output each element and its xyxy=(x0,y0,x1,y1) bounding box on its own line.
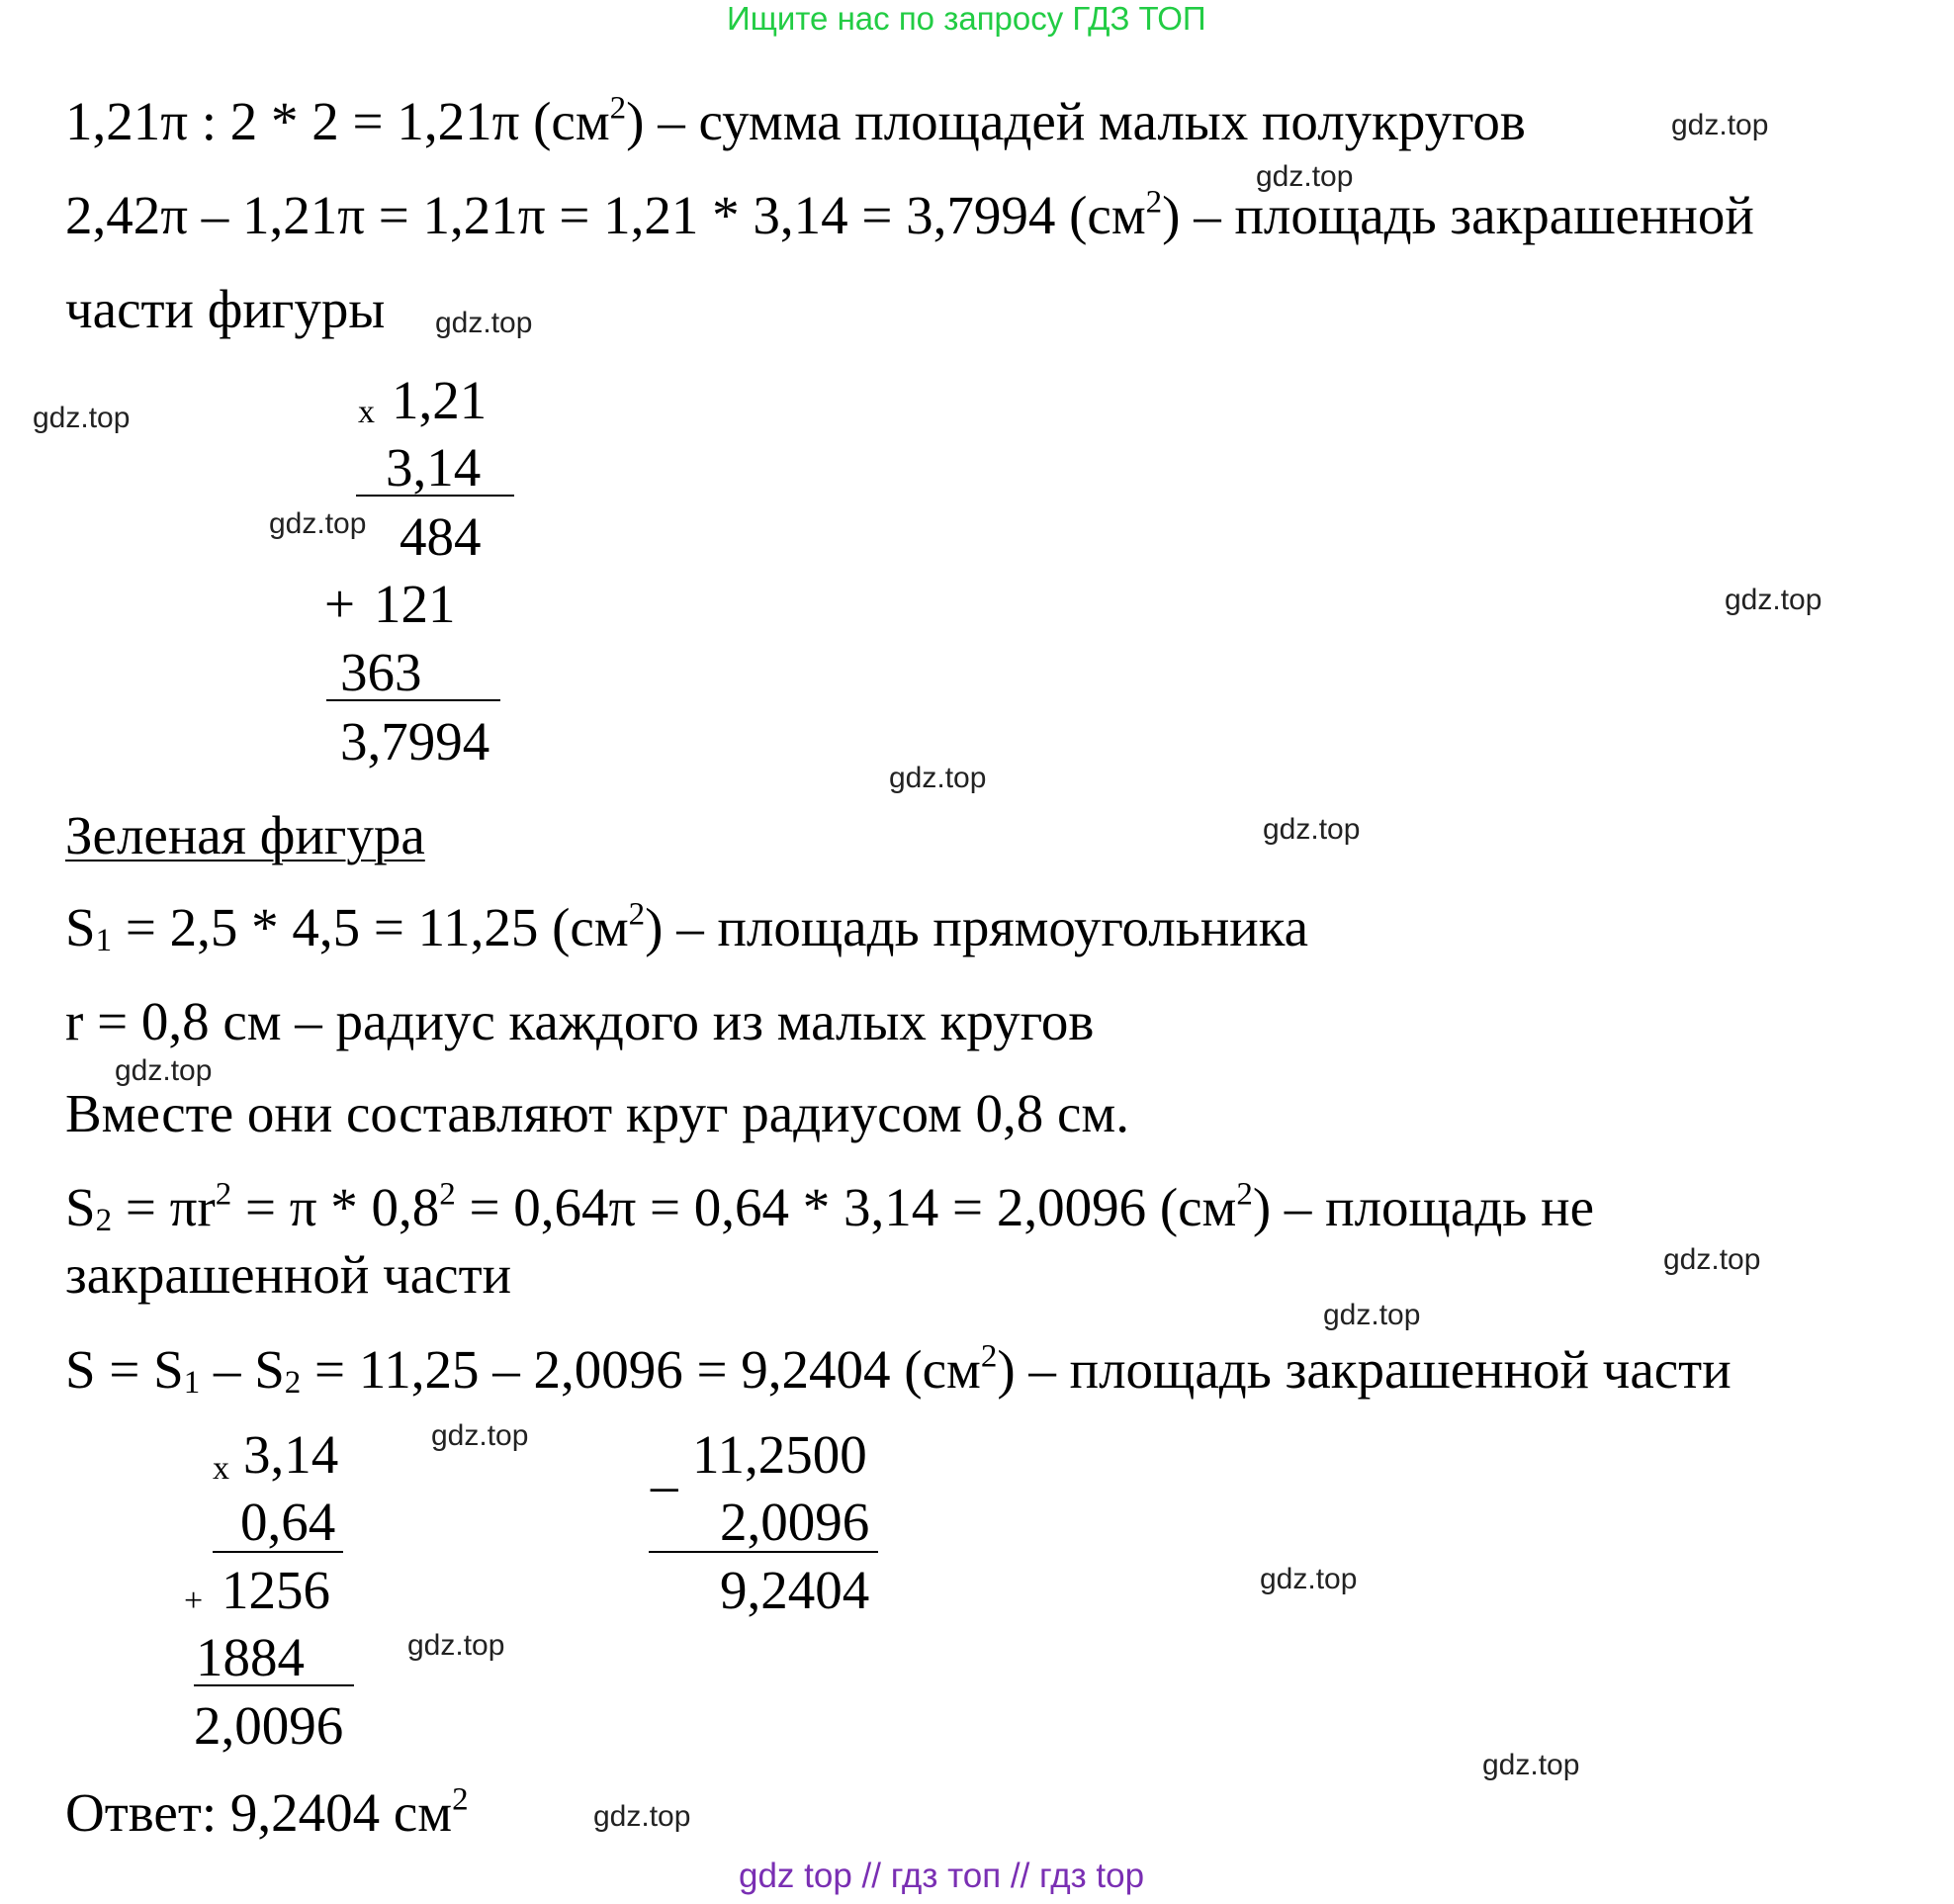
superscript: 2 xyxy=(1236,1176,1253,1213)
eq-text: 1,21π : 2 * 2 = 1,21π (см xyxy=(65,91,610,151)
minus-sign: _ xyxy=(651,1436,678,1496)
watermark: gdz.top xyxy=(1663,1243,1761,1276)
plus-sign: + xyxy=(184,1583,204,1619)
site-banner[interactable]: Ищите нас по запросу ГДЗ ТОП xyxy=(727,0,1206,37)
section-title: Зеленая фигура xyxy=(65,805,425,865)
watermark: gdz.top xyxy=(889,762,987,794)
watermark: gdz.top xyxy=(435,307,533,339)
watermark: gdz.top xyxy=(1263,813,1361,846)
answer-text: Ответ: 9,2404 см xyxy=(65,1782,453,1843)
equation-shaded-area xyxy=(65,183,1754,248)
superscript: 2 xyxy=(215,1176,232,1213)
eq-text: = πr xyxy=(112,1177,216,1237)
eq-text: = 2,5 * 4,5 = 11,25 (см xyxy=(112,897,629,957)
equation-semicircles xyxy=(65,89,1526,154)
subscript: 2 xyxy=(95,1202,113,1238)
superscript: 2 xyxy=(452,1781,469,1818)
equation-s2-continuation: закрашенной части xyxy=(65,1244,512,1305)
watermark: gdz.top xyxy=(33,402,131,434)
calc3-rule xyxy=(649,1551,878,1553)
calc1-partial-1: 484 xyxy=(400,506,482,567)
calc2-result: 2,0096 xyxy=(194,1695,344,1756)
calc3-result: 9,2404 xyxy=(720,1560,870,1620)
watermark: gdz.top xyxy=(407,1629,505,1662)
calc1-result: 3,7994 xyxy=(340,711,490,771)
eq-text: – S xyxy=(200,1339,285,1400)
multiply-sign: x xyxy=(213,1450,229,1487)
calc1-factor-b: 3,14 xyxy=(386,437,482,498)
footer-links[interactable]: gdz top // гдз топ // гдз top xyxy=(739,1857,1145,1895)
eq-text: 2,42π – 1,21π = 1,21π = 1,21 * 3,14 = 3,7994 (см xyxy=(65,185,1146,245)
superscript: 2 xyxy=(980,1338,998,1375)
calc1-partial-3: 363 xyxy=(340,642,422,702)
subscript: 1 xyxy=(183,1364,201,1401)
equation-s2 xyxy=(65,1175,1594,1240)
calc1-rule xyxy=(356,495,514,497)
calc3-subtrahend: 2,0096 xyxy=(720,1492,870,1552)
answer xyxy=(65,1780,469,1846)
watermark: gdz.top xyxy=(431,1419,529,1452)
eq-text: ) – площадь закрашенной части xyxy=(997,1339,1732,1400)
together-line: Вместе они составляют круг радиусом 0,8 см. xyxy=(65,1083,1129,1143)
watermark: gdz.top xyxy=(1482,1749,1580,1781)
watermark: gdz.top xyxy=(269,507,367,540)
subscript: 1 xyxy=(95,922,113,958)
superscript: 2 xyxy=(628,896,646,933)
watermark: gdz.top xyxy=(115,1054,213,1087)
eq-text: ) – площадь прямоугольника xyxy=(645,897,1309,957)
calc2-rule xyxy=(213,1551,343,1553)
calc2-partial-2: 1884 xyxy=(196,1627,305,1687)
watermark: gdz.top xyxy=(1725,584,1822,616)
eq-text: ) – площадь закрашенной xyxy=(1162,185,1754,245)
plus-sign: + xyxy=(324,574,356,634)
equation-s xyxy=(65,1337,1732,1403)
watermark: gdz.top xyxy=(1260,1563,1358,1595)
calc2-partial-1: 1256 xyxy=(222,1560,330,1620)
watermark: gdz.top xyxy=(1671,109,1769,141)
eq-text: = π * 0,8 xyxy=(231,1177,440,1237)
calc3-minuend: 11,2500 xyxy=(692,1424,867,1485)
calc1-rule-2 xyxy=(326,699,500,701)
superscript: 2 xyxy=(609,90,627,127)
radius-line: r = 0,8 см – радиус каждого из малых кругов xyxy=(65,991,1095,1051)
superscript: 2 xyxy=(439,1176,456,1213)
superscript: 2 xyxy=(1145,184,1163,221)
eq-text: S xyxy=(65,897,96,957)
eq-text: = 0,64π = 0,64 * 3,14 = 2,0096 (см xyxy=(455,1177,1237,1237)
calc2-factor-a: 3,14 xyxy=(243,1424,339,1485)
eq-text: ) – сумма площадей малых полукругов xyxy=(626,91,1526,151)
eq-text: S = S xyxy=(65,1339,184,1400)
calc1-factor-a: 1,21 xyxy=(392,370,488,430)
calc1-partial-2: 121 xyxy=(374,574,456,634)
subscript: 2 xyxy=(284,1364,302,1401)
calc2-factor-b: 0,64 xyxy=(240,1492,336,1552)
eq-text: = 11,25 – 2,0096 = 9,2404 (см xyxy=(301,1339,981,1400)
calc2-rule-2 xyxy=(194,1684,354,1686)
eq-text: S xyxy=(65,1177,96,1237)
eq-text: ) – площадь не xyxy=(1252,1177,1594,1237)
watermark: gdz.top xyxy=(1323,1299,1421,1331)
watermark: gdz.top xyxy=(593,1800,691,1833)
equation-continuation: части фигуры xyxy=(65,279,386,339)
multiply-sign: x xyxy=(358,394,375,430)
watermark: gdz.top xyxy=(1256,160,1354,193)
equation-s1 xyxy=(65,895,1308,960)
